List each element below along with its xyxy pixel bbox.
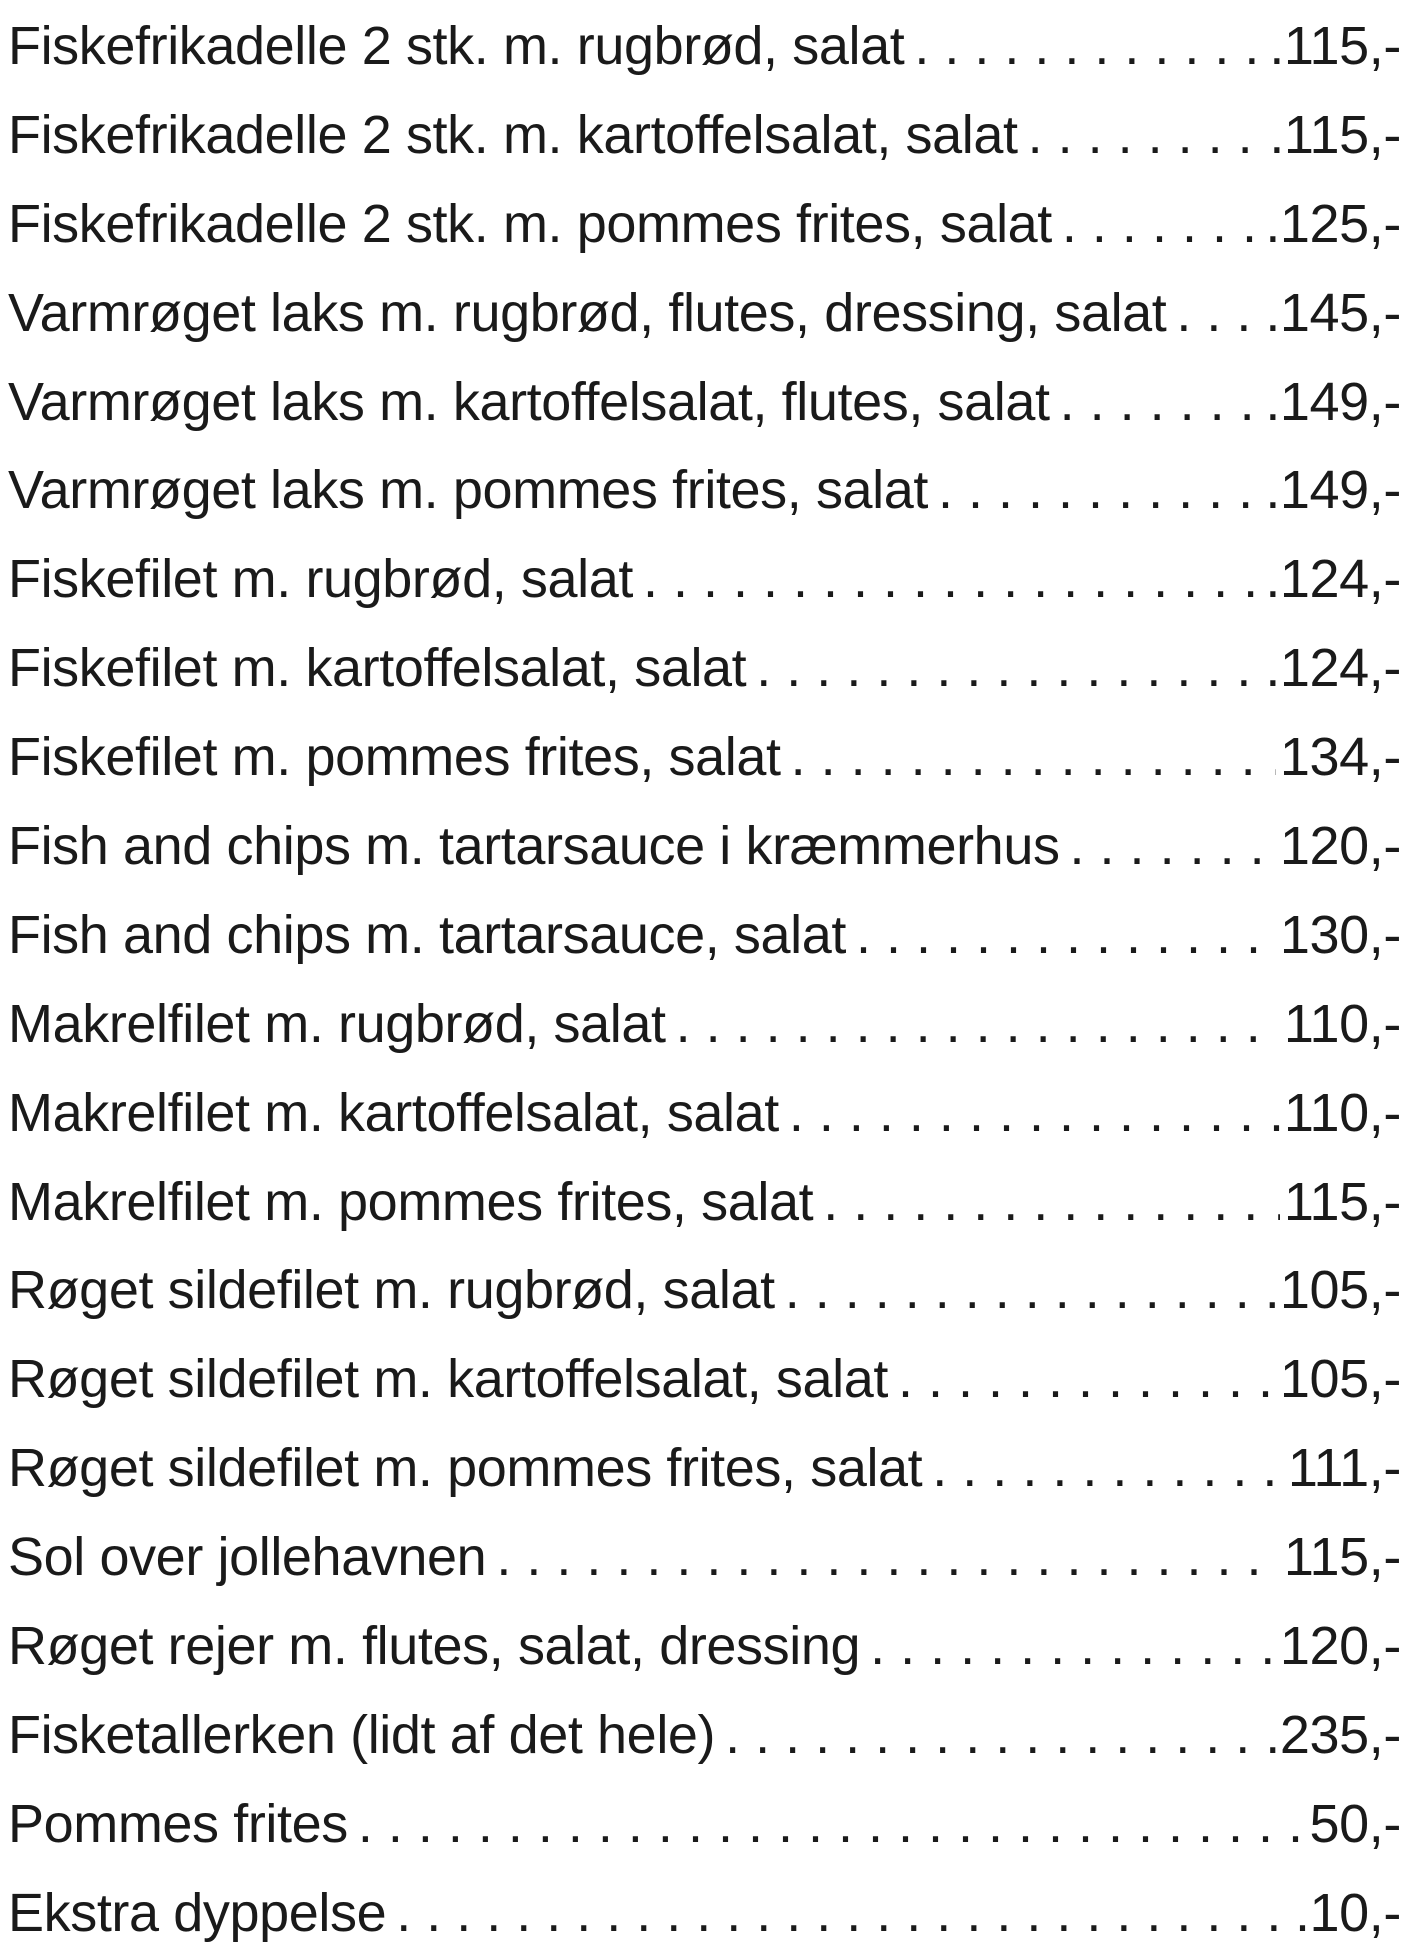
menu-item xyxy=(8,91,1401,180)
menu-item-name: Fish and chips m. tartarsauce, salat xyxy=(8,904,846,965)
menu-item xyxy=(8,358,1401,447)
menu-item-name: Fiskefrikadelle 2 stk. m. pommes frites, salat xyxy=(8,193,1052,254)
menu-item-price: 110,- xyxy=(1283,1082,1401,1143)
dot-leader xyxy=(856,891,1276,980)
menu-item-price: 120,- xyxy=(1279,816,1401,877)
menu-item xyxy=(8,624,1401,713)
menu-item-price: 50,- xyxy=(1309,1793,1401,1854)
menu-item-price: .145,- xyxy=(1265,282,1401,343)
menu-list xyxy=(8,2,1401,1958)
dot-leader xyxy=(932,1424,1284,1513)
dot-leader xyxy=(898,1335,1276,1424)
menu-item-name: Varmrøget laks m. rugbrød, flutes, dressing, salat xyxy=(8,282,1167,343)
menu-item-name: Makrelfilet m. rugbrød, salat xyxy=(8,993,666,1054)
dot-leader xyxy=(396,1869,1291,1958)
dot-leader xyxy=(496,1513,1280,1602)
menu-item-price: .125,- xyxy=(1265,193,1401,254)
menu-item-price: .124,- xyxy=(1265,549,1401,610)
dot-leader xyxy=(1062,180,1261,269)
dot-leader xyxy=(643,535,1261,624)
menu-item xyxy=(8,1069,1401,1158)
menu-item xyxy=(8,269,1401,358)
menu-item-price: 115,- xyxy=(1283,1527,1401,1588)
menu-item-name: Fiskefilet m. rugbrød, salat xyxy=(8,549,633,610)
dot-leader xyxy=(914,2,1265,91)
menu-item xyxy=(8,891,1401,980)
menu-item-price: .124,- xyxy=(1265,638,1401,699)
menu-item-price: 130,- xyxy=(1279,904,1401,965)
dot-leader xyxy=(1176,269,1261,358)
menu-item xyxy=(8,1602,1401,1691)
menu-item-name: Røget sildefilet m. rugbrød, salat xyxy=(8,1260,775,1321)
menu-item-price: 120,- xyxy=(1279,1616,1401,1677)
menu-item xyxy=(8,1513,1401,1602)
menu-item xyxy=(8,1869,1401,1958)
menu-item-name: Røget rejer m. flutes, salat, dressing xyxy=(8,1616,861,1677)
menu-item xyxy=(8,980,1401,1069)
menu-item-name: Fiskefilet m. kartoffelsalat, salat xyxy=(8,638,747,699)
menu-item-price: 105,- xyxy=(1279,1260,1401,1321)
menu-item-name: Fiskefilet m. pommes frites, salat xyxy=(8,727,781,788)
menu-item-name: Røget sildefilet m. kartoffelsalat, salat xyxy=(8,1349,888,1410)
dot-leader xyxy=(791,713,1276,802)
menu-item-name: Makrelfilet m. kartoffelsalat, salat xyxy=(8,1082,779,1143)
menu-item-name: Ekstra dyppelse xyxy=(8,1882,387,1943)
dot-leader xyxy=(870,1602,1276,1691)
menu-item-price: .115,- xyxy=(1269,16,1401,76)
menu-item-price: 111,- xyxy=(1287,1438,1401,1499)
menu-item-name: Røget sildefilet m. pommes frites, salat xyxy=(8,1438,923,1499)
menu-item-price: .149,- xyxy=(1265,371,1401,432)
menu-item xyxy=(8,1246,1401,1335)
menu-item xyxy=(8,713,1401,802)
dot-leader xyxy=(789,1069,1280,1158)
dot-leader xyxy=(785,1246,1276,1335)
menu-item-name: Fiskefrikadelle 2 stk. m. kartoffelsalat, salat xyxy=(8,104,1018,165)
menu-item-price: 235,- xyxy=(1279,1704,1401,1765)
menu-item-price: .10,- xyxy=(1294,1882,1401,1943)
menu-item-name: Fiskefrikadelle 2 stk. m. rugbrød, salat xyxy=(8,16,905,76)
menu-item xyxy=(8,446,1401,535)
menu-item xyxy=(8,2,1401,91)
menu-item-name: Fisketallerken (lidt af det hele) xyxy=(8,1704,716,1765)
menu-item-price: 105,- xyxy=(1279,1349,1401,1410)
menu-item-price: 110,- xyxy=(1283,993,1401,1054)
menu-item-price: .149,- xyxy=(1265,460,1401,521)
menu-item xyxy=(8,802,1401,891)
dot-leader xyxy=(1070,802,1276,891)
menu-item-price: 134,- xyxy=(1279,727,1401,788)
menu-item-name: Pommes frites xyxy=(8,1793,348,1854)
dot-leader xyxy=(823,1158,1280,1247)
dot-leader xyxy=(938,446,1261,535)
dot-leader xyxy=(756,624,1261,713)
dot-leader xyxy=(1028,91,1266,180)
dot-leader xyxy=(676,980,1280,1069)
menu-item-name: Fish and chips m. tartarsauce i kræmmerhus xyxy=(8,816,1060,877)
menu-item xyxy=(8,1158,1401,1247)
menu-item-name: Sol over jollehavnen xyxy=(8,1527,487,1588)
menu-item xyxy=(8,1335,1401,1424)
menu-item-name: Varmrøget laks m. kartoffelsalat, flutes, salat xyxy=(8,371,1050,432)
menu-item xyxy=(8,535,1401,624)
dot-leader xyxy=(725,1691,1276,1780)
menu-item-name: Makrelfilet m. pommes frites, salat xyxy=(8,1171,814,1232)
dot-leader xyxy=(1060,358,1262,447)
dot-leader xyxy=(358,1780,1306,1869)
menu-item xyxy=(8,1780,1401,1869)
menu-item xyxy=(8,1691,1401,1780)
menu-item xyxy=(8,1424,1401,1513)
menu-item-price: 115,- xyxy=(1283,1171,1401,1232)
menu-item xyxy=(8,180,1401,269)
menu-item-price: .115,- xyxy=(1269,104,1401,165)
menu-item-name: Varmrøget laks m. pommes frites, salat xyxy=(8,460,929,521)
